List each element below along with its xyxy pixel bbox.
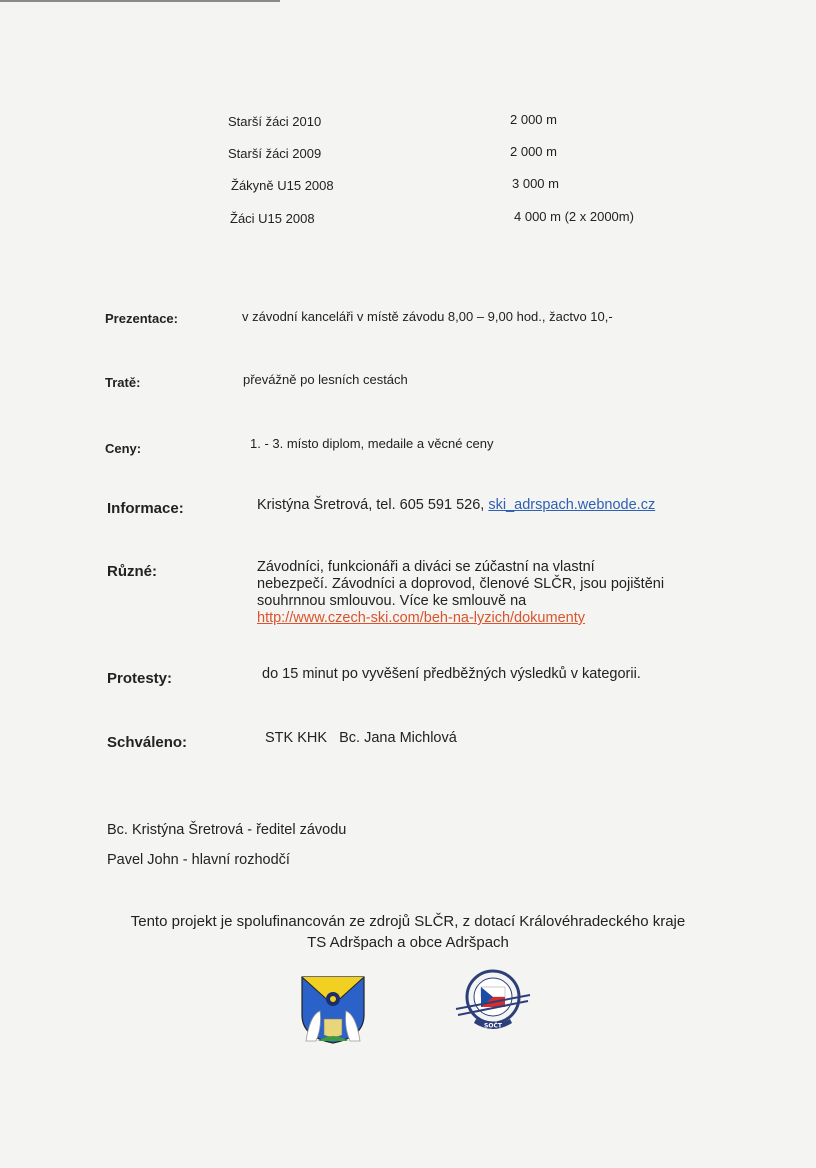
website-link[interactable]: ski_adrspach.webnode.cz — [488, 497, 656, 513]
slcr-emblem-icon — [452, 965, 534, 1037]
category-name: Starší žáci 2009 — [228, 146, 322, 161]
adrspach-coat-of-arms-icon — [300, 975, 366, 1045]
prezentace-text: v závodní kanceláři v místě závodu 8,00 – 9,00 hod., žactvo 10,- — [242, 309, 613, 324]
protesty-text: do 15 minut po vyvěšení předběžných výsledků v kategorii. — [262, 666, 641, 682]
category-distance: 3 000 m — [512, 176, 559, 191]
schvaleno-text: STK KHK Bc. Jana Michlová — [265, 730, 457, 746]
category-distance: 4 000 m (2 x 2000m) — [514, 209, 634, 224]
category-name: Žáci U15 2008 — [230, 211, 315, 226]
ruzne-label: Různé: — [107, 563, 157, 580]
informace-value — [257, 497, 655, 514]
category-distance: 2 000 m — [510, 112, 557, 127]
funding-line-2: TS Adršpach a obce Adršpach — [307, 934, 509, 951]
ruzne-line: Závodníci, funkcionáři a diváci se zúčastní na vlastní — [257, 559, 595, 575]
ceny-label: Ceny: — [105, 441, 142, 456]
prezentace-label: Prezentace: — [105, 311, 178, 326]
category-name: Starší žáci 2010 — [228, 114, 322, 129]
documents-link[interactable]: http://www.czech-ski.com/beh-na-lyzich/dokumenty — [257, 610, 585, 626]
ruzne-text — [257, 559, 664, 627]
referee-line: Pavel John - hlavní rozhodčí — [107, 852, 290, 868]
emblem-text: SOČT — [484, 1022, 502, 1030]
ruzne-line: souhrnnou smlouvou. Více ke smlouvě na — [257, 593, 527, 609]
category-name: Žákyně U15 2008 — [231, 178, 334, 193]
schvaleno-label: Schváleno: — [107, 734, 188, 751]
protesty-label: Protesty: — [107, 670, 173, 687]
scan-edge-line — [0, 0, 280, 2]
ruzne-line: nebezpečí. Závodníci a doprovod, členové SLČR, jsou pojištěni — [257, 576, 665, 592]
trate-text: převážně po lesních cestách — [243, 372, 408, 387]
informace-label: Informace: — [107, 500, 184, 517]
trate-label: Tratě: — [105, 375, 141, 390]
funding-note — [60, 911, 756, 953]
category-distance: 2 000 m — [510, 144, 557, 159]
funding-line-1: Tento projekt je spolufinancován ze zdrojů SLČR, z dotací Královéhradeckého kraje — [130, 913, 686, 930]
informace-text: Kristýna Šretrová, tel. 605 591 526, — [257, 497, 485, 513]
director-line: Bc. Kristýna Šretrová - ředitel závodu — [107, 822, 347, 838]
ceny-text: 1. - 3. místo diplom, medaile a věcné ceny — [250, 436, 494, 451]
